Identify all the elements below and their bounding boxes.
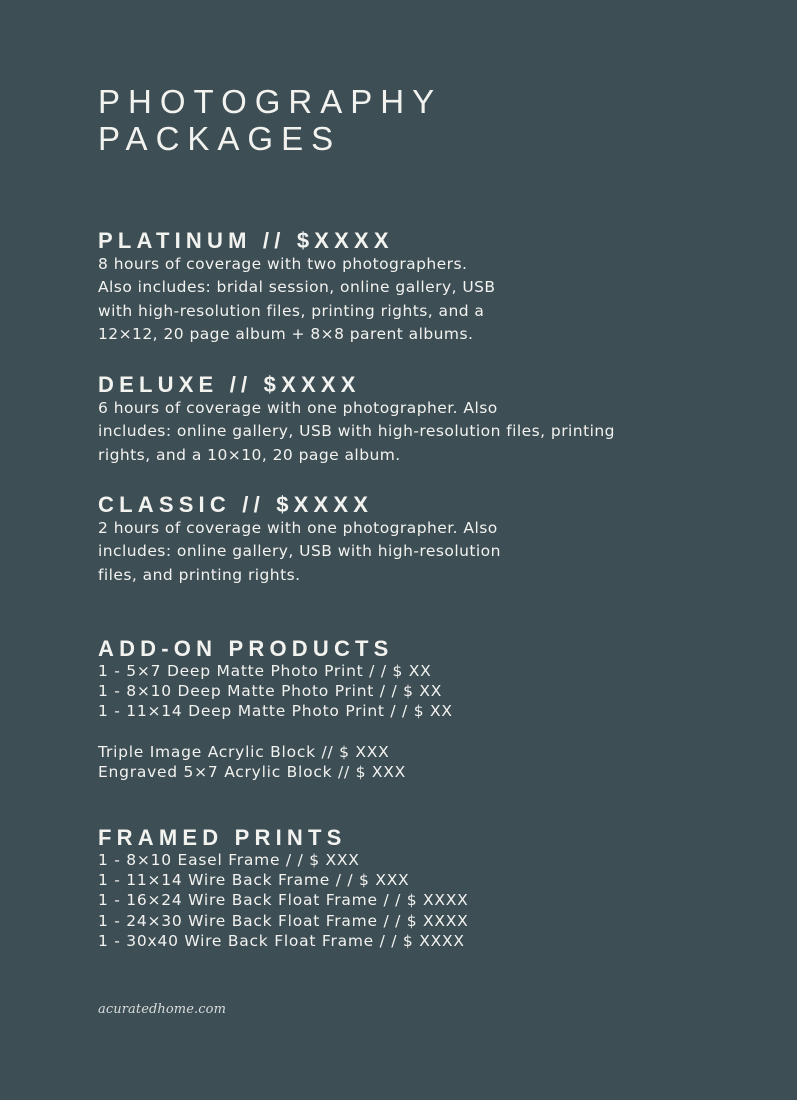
list-item: 1 - 30x40 Wire Back Float Frame / / $ XXXX <box>98 931 465 950</box>
description-line: 12×12, 20 page album + 8×8 parent albums. <box>98 324 474 343</box>
list-item: 1 - 11×14 Wire Back Frame / / $ XXX <box>98 871 410 890</box>
list-item: 1 - 24×30 Wire Back Float Frame / / $ XXXX <box>98 911 469 930</box>
addon-print-list <box>98 661 453 722</box>
description-line: with high-resolution files, printing rights, and a <box>98 301 485 320</box>
package-heading: DELUXE // $XXXX <box>98 372 361 397</box>
list-item: 1 - 5×7 Deep Matte Photo Print / / $ XX <box>98 662 432 680</box>
package-platinum <box>98 229 496 346</box>
page-title-line-2: PACKAGES <box>98 120 342 157</box>
addon-heading: ADD-ON PRODUCTS <box>98 636 394 661</box>
description-line: Also includes: bridal session, online gallery, USB <box>98 278 496 297</box>
list-item: 1 - 8×10 Easel Frame / / $ XXX <box>98 851 360 869</box>
framed-list <box>98 850 469 951</box>
framed-heading: FRAMED PRINTS <box>98 825 347 850</box>
description-line: 8 hours of coverage with two photographers. <box>98 255 468 273</box>
page-title <box>98 83 442 157</box>
description-line: files, and printing rights. <box>98 565 301 584</box>
list-item: 1 - 8×10 Deep Matte Photo Print / / $ XX <box>98 682 443 701</box>
description-line: rights, and a 10×10, 20 page album. <box>98 445 401 464</box>
description-line: 2 hours of coverage with one photographer. Also <box>98 519 498 537</box>
page-title-line-1: PHOTOGRAPHY <box>98 83 443 120</box>
package-heading: PLATINUM // $XXXX <box>98 228 394 253</box>
package-classic <box>98 493 501 587</box>
list-item: Triple Image Acrylic Block // $ XXX <box>98 742 390 761</box>
addon-products <box>98 637 453 782</box>
list-item: 1 - 16×24 Wire Back Float Frame / / $ XXXX <box>98 891 469 910</box>
description-line: 6 hours of coverage with one photographer. Also <box>98 399 498 417</box>
description-line: includes: online gallery, USB with high-resolution <box>98 542 501 561</box>
framed-prints <box>98 826 469 951</box>
website-footer: acuratedhome.com <box>98 1002 226 1017</box>
description-line: includes: online gallery, USB with high-resolution files, printing <box>98 422 615 441</box>
package-deluxe <box>98 373 615 467</box>
addon-block-list <box>98 742 453 782</box>
list-item: 1 - 11×14 Deep Matte Photo Print / / $ XX <box>98 702 453 721</box>
package-heading: CLASSIC // $XXXX <box>98 492 374 517</box>
package-description <box>98 253 496 346</box>
list-item: Engraved 5×7 Acrylic Block // $ XXX <box>98 762 407 781</box>
package-description <box>98 397 615 467</box>
spacer <box>98 722 453 742</box>
package-description <box>98 517 501 587</box>
